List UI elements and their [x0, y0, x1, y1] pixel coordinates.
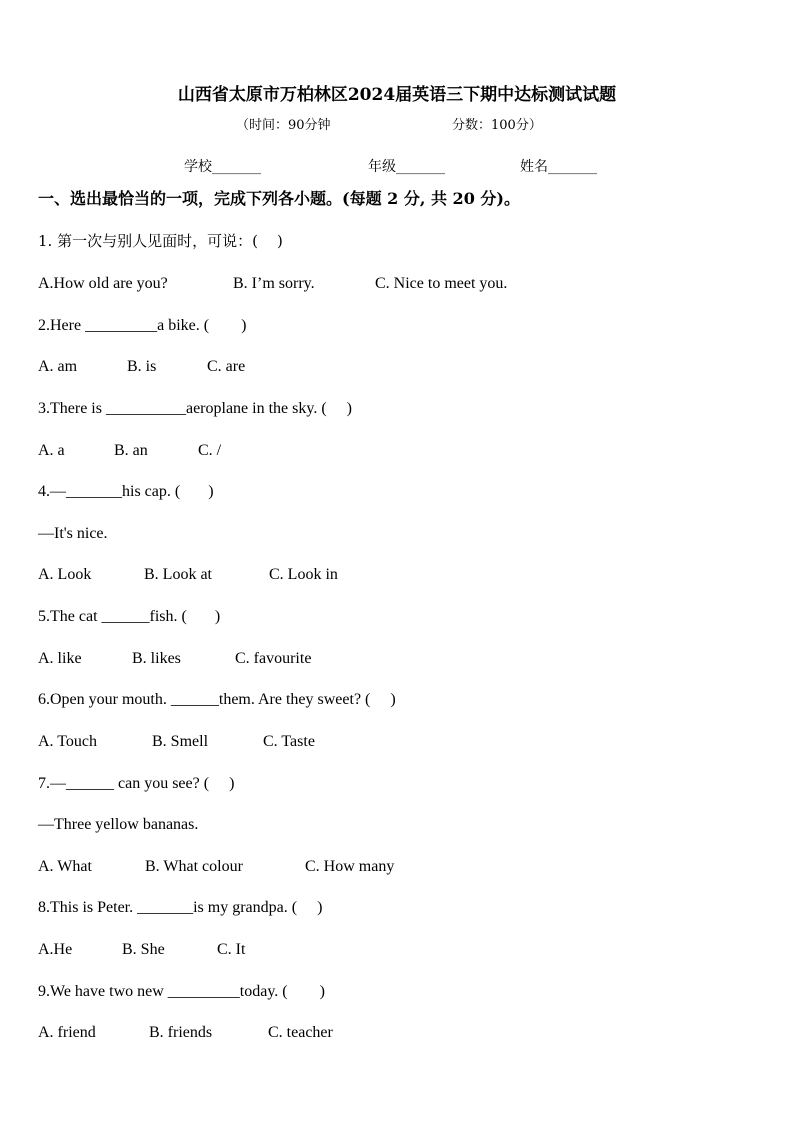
question-3-option-b: B. an: [114, 442, 148, 459]
question-4-option-b: B. Look at: [144, 566, 212, 583]
question-8-option-b: B. She: [122, 941, 165, 958]
question-2-option-c: C. are: [207, 358, 246, 375]
section-heading: 一、选出最恰当的一项，完成下列各小题。(每题 2 分, 共 20 分)。: [38, 189, 520, 208]
question-6-option-b: B. Smell: [152, 733, 209, 750]
question-1-stem: 1. 第一次与别人见面时，可说：( ): [38, 232, 283, 250]
question-3-option-a: A. a: [38, 442, 65, 459]
question-1-option-c: C. Nice to meet you.: [375, 275, 508, 292]
question-2-stem: 2.Here _________a bike. ( ): [38, 317, 247, 334]
name-field: 姓名_______: [520, 159, 597, 175]
question-6-option-c: C. Taste: [263, 733, 315, 750]
question-2-option-a: A. am: [38, 358, 78, 375]
question-9-option-b: B. friends: [149, 1024, 213, 1041]
question-7-stem: 7.—______ can you see? ( ): [38, 775, 235, 792]
page-title: 山西省太原市万柏林区2024届英语三下期中达标测试试题: [177, 85, 617, 105]
exam-score: 分数：100分）: [452, 118, 542, 133]
question-9-stem: 9.We have two new _________today. ( ): [38, 983, 325, 1000]
question-1-option-a: A.How old are you?: [38, 275, 168, 292]
question-6-option-a: A. Touch: [38, 733, 98, 750]
question-4-stem: 4.—_______his cap. ( ): [38, 483, 214, 500]
question-5-option-c: C. favourite: [235, 650, 312, 667]
question-5-option-a: A. like: [38, 650, 82, 667]
question-7-response: —Three yellow bananas.: [38, 816, 199, 833]
question-9-option-c: C. teacher: [268, 1024, 333, 1041]
question-9-option-a: A. friend: [38, 1024, 96, 1041]
exam-time: （时间：90分钟: [236, 118, 331, 133]
school-field: 学校_______: [184, 159, 261, 175]
question-5-stem: 5.The cat ______fish. ( ): [38, 608, 221, 625]
question-3-stem: 3.There is __________aeroplane in the sky. ( ): [38, 400, 352, 417]
question-7-option-b: B. What colour: [145, 858, 243, 875]
question-7-option-c: C. How many: [305, 858, 395, 875]
question-4-response: —It's nice.: [38, 525, 108, 542]
question-7-option-a: A. What: [38, 858, 92, 875]
question-6-stem: 6.Open your mouth. ______them. Are they sweet? ( ): [38, 691, 396, 708]
question-3-option-c: C. /: [198, 442, 222, 459]
question-1-option-b: B. I’m sorry.: [233, 275, 315, 292]
question-4-option-c: C. Look in: [269, 566, 338, 583]
grade-field: 年级_______: [368, 159, 445, 175]
question-4-option-a: A. Look: [38, 566, 92, 583]
question-8-stem: 8.This is Peter. _______is my grandpa. ( ): [38, 899, 323, 916]
question-5-option-b: B. likes: [132, 650, 181, 667]
question-8-option-c: C. It: [217, 941, 246, 958]
question-8-option-a: A.He: [38, 941, 73, 958]
question-2-option-b: B. is: [127, 358, 157, 375]
